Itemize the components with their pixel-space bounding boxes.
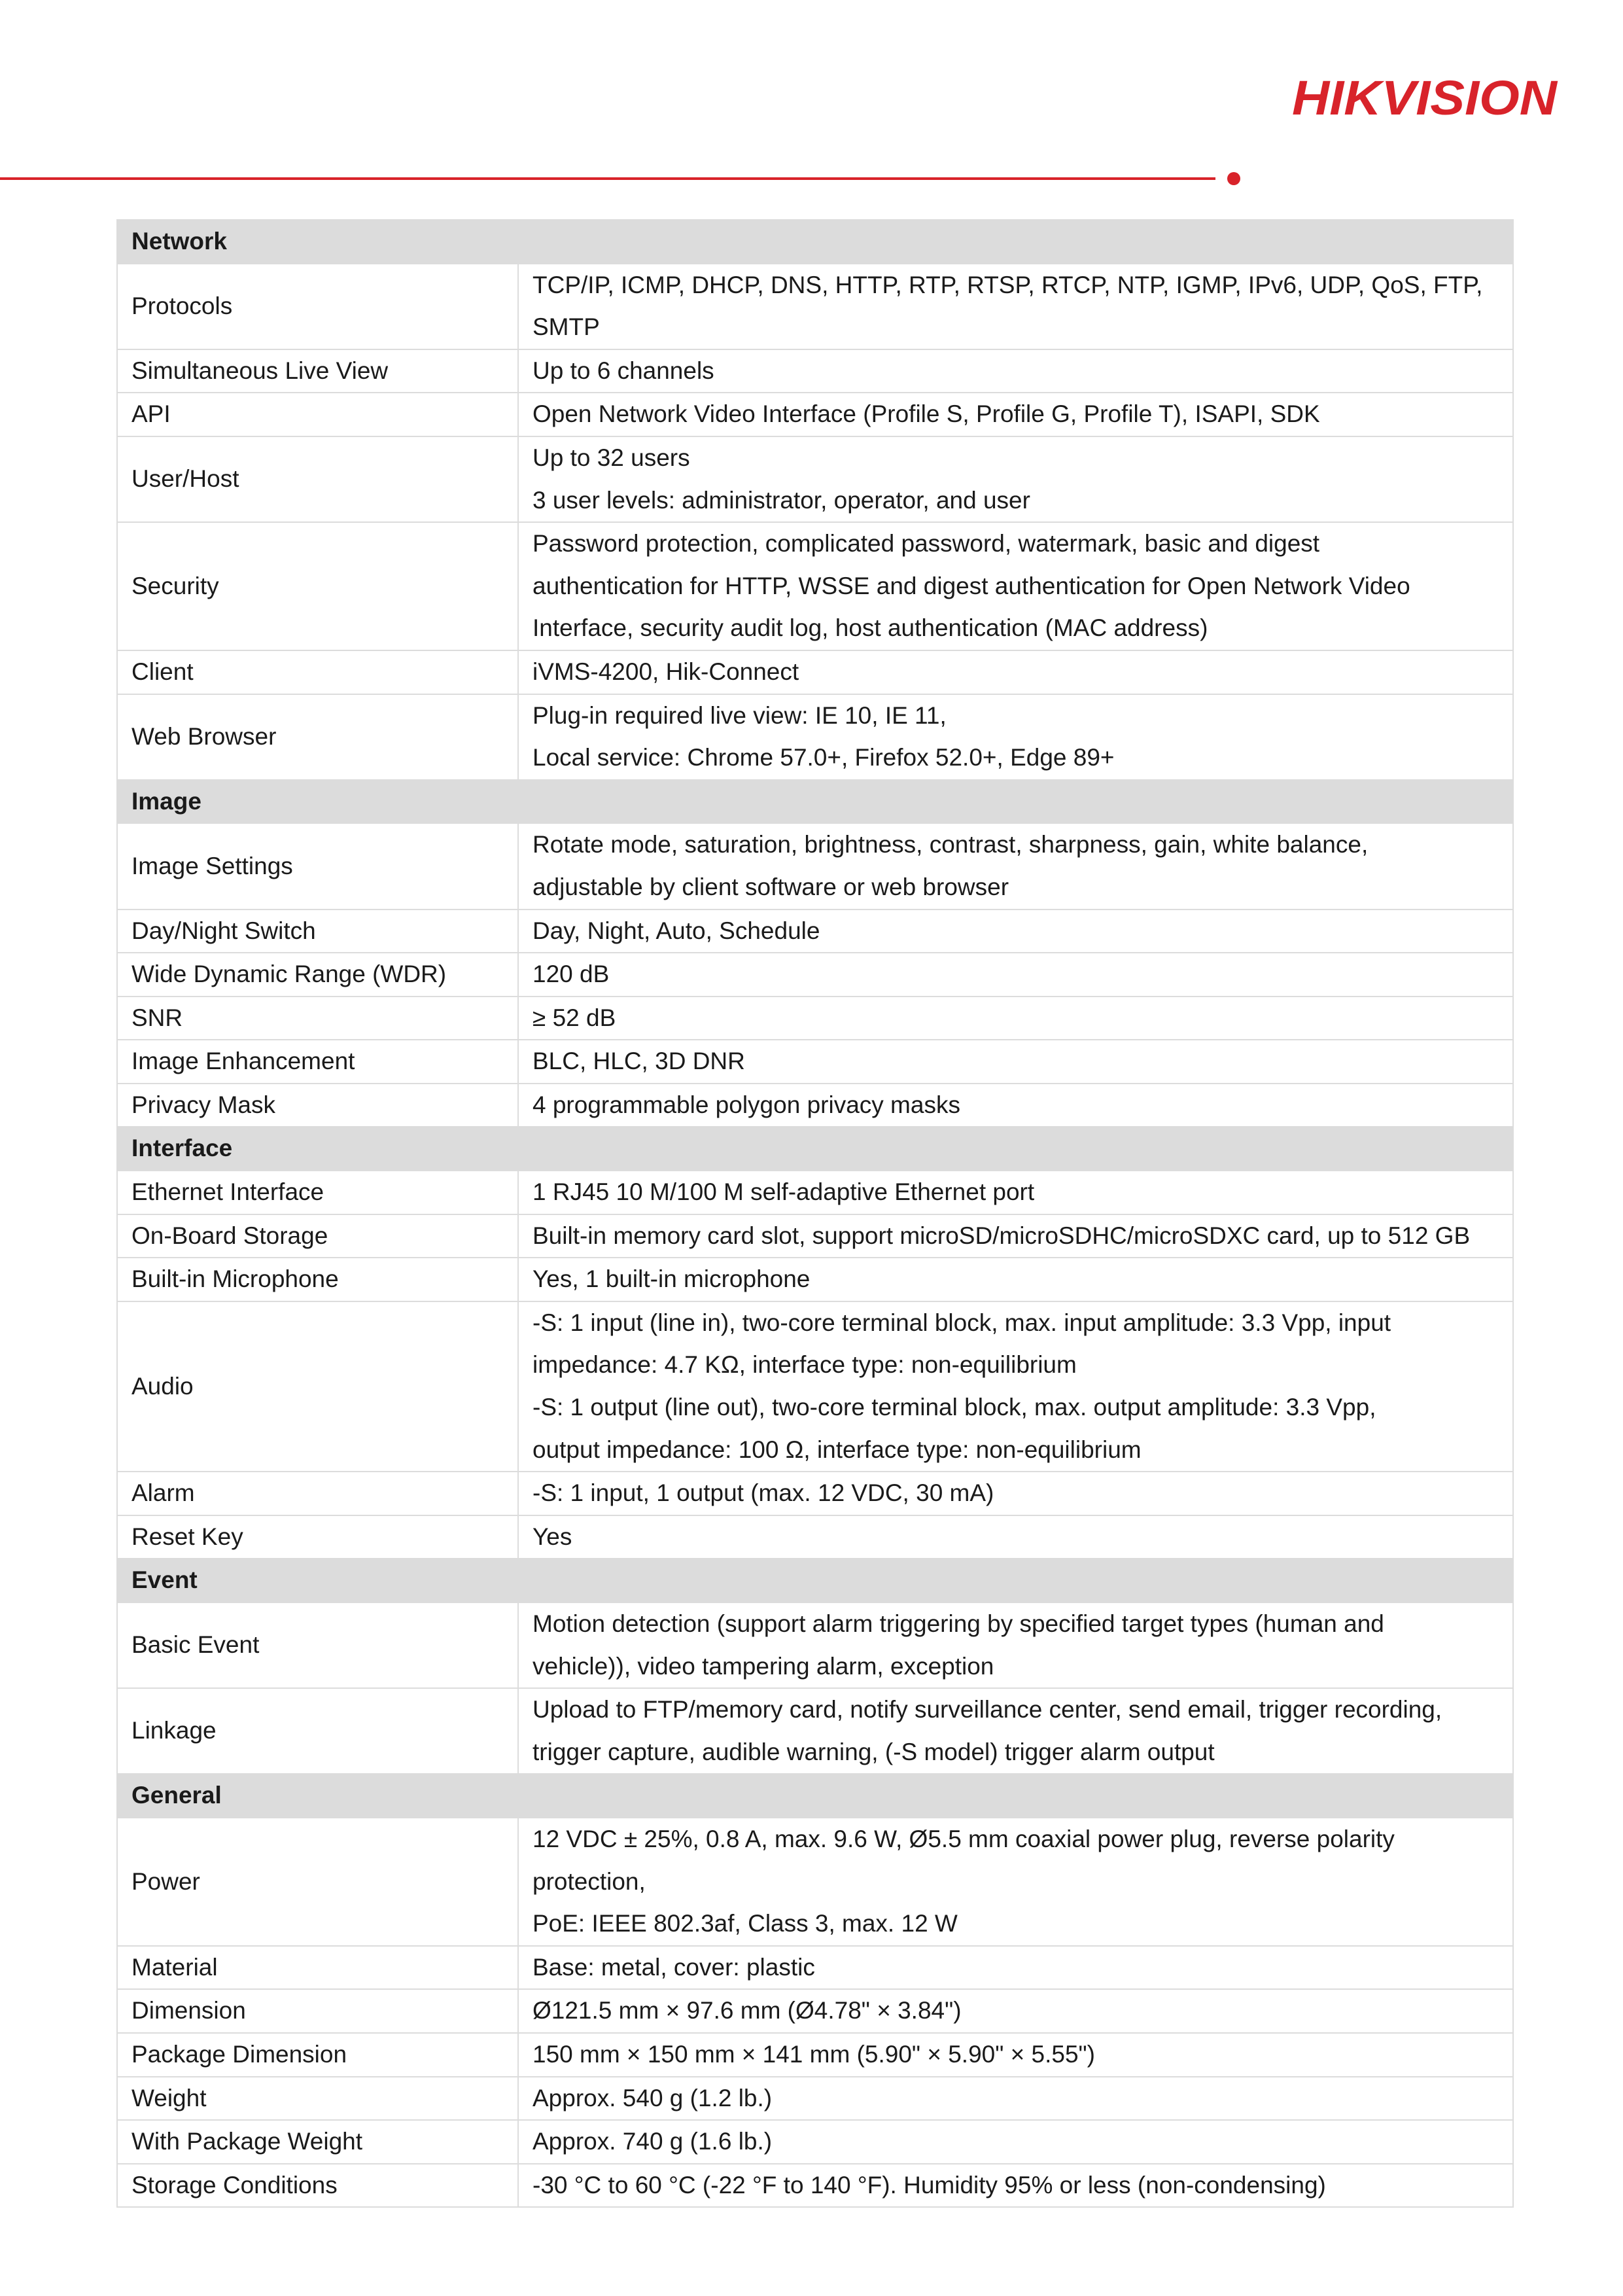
spec-label: Basic Event (117, 1602, 518, 1688)
spec-value-line: vehicle)), video tampering alarm, exception (532, 1652, 994, 1680)
spec-row (117, 953, 1513, 997)
spec-row (117, 650, 1513, 694)
spec-row (117, 2077, 1513, 2121)
spec-value-line: authentication for HTTP, WSSE and digest authentication for Open Network Video (532, 572, 1410, 599)
spec-value-line: 150 mm × 150 mm × 141 mm (5.90" × 5.90" × 5.55") (532, 2040, 1095, 2068)
spec-row (117, 264, 1513, 349)
section-title: Interface (117, 1127, 1513, 1171)
spec-value-line: Day, Night, Auto, Schedule (532, 917, 820, 944)
spec-label: Ethernet Interface (117, 1171, 518, 1214)
section-header-row (117, 1127, 1513, 1171)
spec-value-line: iVMS-4200, Hik-Connect (532, 658, 799, 685)
spec-value-line: Approx. 740 g (1.6 lb.) (532, 2128, 773, 2155)
spec-value-line: Motion detection (support alarm triggering by specified target types (human and (532, 1610, 1384, 1637)
spec-row (117, 1040, 1513, 1084)
spec-value (518, 522, 1513, 650)
spec-value (518, 393, 1513, 436)
spec-value (518, 650, 1513, 694)
spec-value (518, 1472, 1513, 1515)
spec-value-line: 12 VDC ± 25%, 0.8 A, max. 9.6 W, Ø5.5 mm coaxial power plug, reverse polarity (532, 1825, 1395, 1852)
spec-value-line: Up to 32 users (532, 444, 690, 471)
spec-row (117, 1515, 1513, 1559)
spec-value (518, 2120, 1513, 2164)
spec-value-line: adjustable by client software or web browser (532, 873, 1009, 900)
spec-value (518, 1602, 1513, 1688)
spec-label: Web Browser (117, 694, 518, 780)
spec-label: Linkage (117, 1688, 518, 1774)
header-divider-dot (1227, 172, 1240, 185)
spec-value-line: 4 programmable polygon privacy masks (532, 1091, 960, 1118)
section-title: Image (117, 780, 1513, 824)
spec-value-line: Built-in memory card slot, support microSD/microSDHC/microSDXC card, up to 512 GB (532, 1222, 1471, 1249)
spec-value (518, 264, 1513, 349)
section-header-row (117, 780, 1513, 824)
spec-value-line: impedance: 4.7 KΩ, interface type: non-equilibrium (532, 1351, 1077, 1379)
spec-label: With Package Weight (117, 2120, 518, 2164)
spec-label: Power (117, 1818, 518, 1946)
spec-value-line: 3 user levels: administrator, operator, and user (532, 486, 1030, 514)
spec-value-line: Password protection, complicated password, watermark, basic and digest (532, 530, 1320, 557)
spec-row (117, 1301, 1513, 1472)
spec-value-line: -S: 1 input (line in), two-core terminal block, max. input amplitude: 3.3 Vpp, input (532, 1309, 1391, 1336)
logo-wordmark: HIKVISION (1292, 71, 1558, 125)
spec-label: Package Dimension (117, 2033, 518, 2077)
spec-label: Wide Dynamic Range (WDR) (117, 953, 518, 997)
spec-value-line: -30 °C to 60 °C (-22 °F to 140 °F). Humidity 95% or less (non-condensing) (532, 2171, 1326, 2199)
spec-value (518, 1818, 1513, 1946)
spec-row (117, 1171, 1513, 1214)
spec-value (518, 349, 1513, 393)
spec-value-line: trigger capture, audible warning, (-S model) trigger alarm output (532, 1738, 1215, 1765)
spec-label: Dimension (117, 1989, 518, 2033)
spec-label: Material (117, 1946, 518, 1990)
spec-label: User/Host (117, 436, 518, 522)
spec-row (117, 2164, 1513, 2208)
spec-row (117, 1472, 1513, 1515)
spec-value (518, 694, 1513, 780)
spec-value-line: Interface, security audit log, host authentication (MAC address) (532, 614, 1208, 642)
spec-row (117, 1989, 1513, 2033)
spec-row (117, 1688, 1513, 1774)
spec-label: Day/Night Switch (117, 910, 518, 953)
spec-value-line: Open Network Video Interface (Profile S, Profile G, Profile T), ISAPI, SDK (532, 400, 1320, 428)
spec-row (117, 910, 1513, 953)
spec-label: Audio (117, 1301, 518, 1472)
spec-row (117, 522, 1513, 650)
spec-value (518, 1258, 1513, 1301)
spec-value (518, 1946, 1513, 1990)
spec-value-line: PoE: IEEE 802.3af, Class 3, max. 12 W (532, 1910, 958, 1937)
spec-value (518, 436, 1513, 522)
spec-label: Client (117, 650, 518, 694)
section-title: Event (117, 1559, 1513, 1602)
spec-row (117, 393, 1513, 436)
section-title: General (117, 1774, 1513, 1818)
section-title: Network (117, 220, 1513, 264)
spec-table-body (117, 220, 1513, 2207)
spec-label: Security (117, 522, 518, 650)
spec-value-line: Rotate mode, saturation, brightness, contrast, sharpness, gain, white balance, (532, 831, 1369, 858)
spec-value (518, 1084, 1513, 1127)
spec-value-line: Upload to FTP/memory card, notify surveillance center, send email, trigger recording, (532, 1696, 1442, 1723)
spec-value-line: -S: 1 output (line out), two-core terminal block, max. output amplitude: 3.3 Vpp, (532, 1394, 1376, 1421)
spec-row (117, 997, 1513, 1040)
spec-value-line: output impedance: 100 Ω, interface type: non-equilibrium (532, 1436, 1142, 1463)
spec-row (117, 349, 1513, 393)
spec-value (518, 1171, 1513, 1214)
spec-row (117, 2033, 1513, 2077)
section-header-row (117, 220, 1513, 264)
spec-label: Alarm (117, 1472, 518, 1515)
spec-value-line: Yes (532, 1523, 572, 1550)
spec-row (117, 1946, 1513, 1990)
spec-label: Simultaneous Live View (117, 349, 518, 393)
spec-value-line: Up to 6 channels (532, 357, 714, 384)
spec-value (518, 910, 1513, 953)
spec-value-line: SMTP (532, 313, 600, 341)
spec-label: Image Settings (117, 823, 518, 909)
spec-value-line: Local service: Chrome 57.0+, Firefox 52.0+, Edge 89+ (532, 744, 1115, 771)
section-header-row (117, 1559, 1513, 1602)
spec-value-line: Base: metal, cover: plastic (532, 1953, 815, 1981)
spec-label: API (117, 393, 518, 436)
spec-value-line: Yes, 1 built-in microphone (532, 1265, 811, 1293)
spec-label: Privacy Mask (117, 1084, 518, 1127)
spec-value (518, 1515, 1513, 1559)
spec-label: SNR (117, 997, 518, 1040)
spec-value-line: Plug-in required live view: IE 10, IE 11, (532, 701, 947, 729)
spec-value (518, 1688, 1513, 1774)
section-header-row (117, 1774, 1513, 1818)
spec-value-line: -S: 1 input, 1 output (max. 12 VDC, 30 mA) (532, 1479, 994, 1507)
spec-row (117, 1084, 1513, 1127)
spec-label: Built-in Microphone (117, 1258, 518, 1301)
spec-value (518, 2077, 1513, 2121)
spec-row (117, 2120, 1513, 2164)
spec-row (117, 1602, 1513, 1688)
spec-value (518, 1301, 1513, 1472)
spec-label: Reset Key (117, 1515, 518, 1559)
spec-value (518, 1214, 1513, 1258)
spec-value (518, 1040, 1513, 1084)
spec-value-line: Ø121.5 mm × 97.6 mm (Ø4.78" × 3.84") (532, 1997, 962, 2024)
spec-row (117, 1214, 1513, 1258)
hikvision-logo (1292, 69, 1567, 125)
spec-value-line: TCP/IP, ICMP, DHCP, DNS, HTTP, RTP, RTSP, RTCP, NTP, IGMP, IPv6, UDP, QoS, FTP, (532, 271, 1483, 298)
spec-value-line: Approx. 540 g (1.2 lb.) (532, 2084, 773, 2111)
spec-value-line: ≥ 52 dB (532, 1004, 616, 1031)
header-divider (0, 177, 1215, 180)
spec-label: On-Board Storage (117, 1214, 518, 1258)
spec-row (117, 1258, 1513, 1301)
spec-table (116, 219, 1514, 2208)
spec-value (518, 997, 1513, 1040)
spec-value (518, 823, 1513, 909)
spec-value-line: protection, (532, 1867, 646, 1895)
spec-value (518, 953, 1513, 997)
spec-row (117, 823, 1513, 909)
spec-value (518, 2033, 1513, 2077)
spec-label: Image Enhancement (117, 1040, 518, 1084)
spec-value (518, 1989, 1513, 2033)
spec-label: Storage Conditions (117, 2164, 518, 2208)
spec-label: Weight (117, 2077, 518, 2121)
spec-row (117, 436, 1513, 522)
spec-row (117, 694, 1513, 780)
spec-row (117, 1818, 1513, 1946)
spec-value-line: 1 RJ45 10 M/100 M self-adaptive Ethernet port (532, 1178, 1035, 1206)
spec-value-line: 120 dB (532, 961, 610, 988)
spec-label: Protocols (117, 264, 518, 349)
spec-value (518, 2164, 1513, 2208)
spec-value-line: BLC, HLC, 3D DNR (532, 1048, 745, 1075)
